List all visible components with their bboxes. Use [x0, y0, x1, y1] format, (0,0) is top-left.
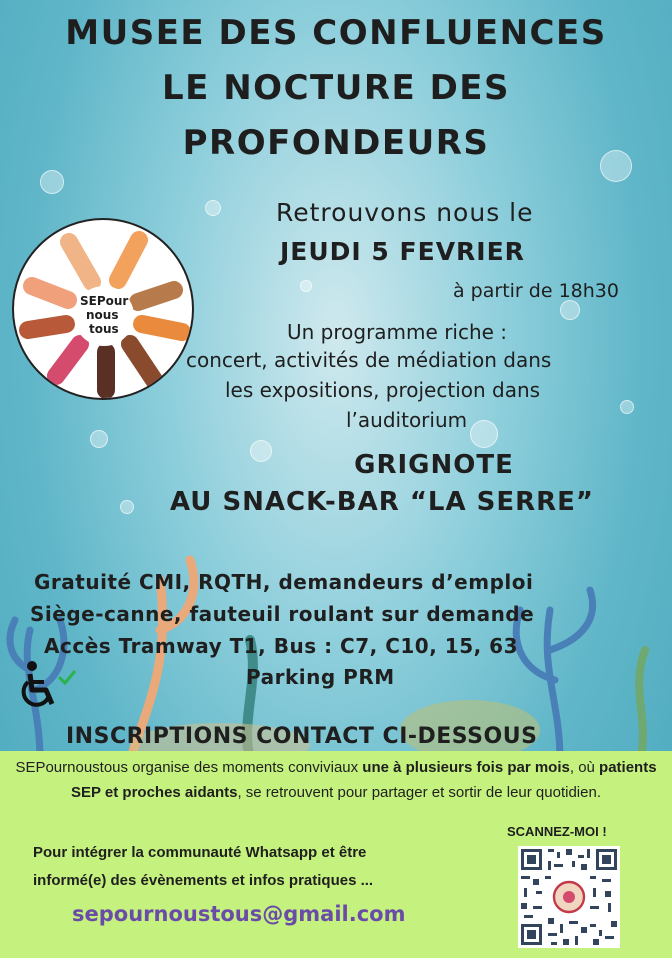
access-line-2: Siège-canne, fauteuil roulant sur demande	[30, 602, 535, 626]
event-intro: Retrouvons nous le	[276, 198, 534, 227]
description-bold-1: une à plusieurs fois par mois	[362, 759, 570, 776]
inscriptions-heading: INSCRIPTIONS CONTACT CI-DESSOUS	[66, 724, 538, 749]
description-bold-2: patients SEP et proches aidants	[71, 759, 657, 801]
scan-label: SCANNEZ-MOI !	[507, 824, 607, 839]
program-line-3: les expositions, projection dans	[225, 378, 541, 402]
access-line-4: Parking PRM	[246, 665, 395, 689]
checkmark-icon	[56, 668, 78, 686]
title-line-2: LE NOCTURE DES	[161, 68, 511, 108]
whatsapp-line-1: Pour intégrer la communauté Whatsapp et être	[33, 844, 367, 861]
logo-text-1: SEPour	[80, 294, 129, 308]
access-line-1: Gratuité CMI, RQTH, demandeurs d’emploi	[34, 570, 534, 594]
event-time: à partir de 18h30	[453, 280, 619, 302]
sepournoustous-logo	[12, 218, 194, 400]
title-line-3: PROFONDEURS	[182, 123, 490, 163]
program-line-4: l’auditorium	[346, 408, 468, 432]
program-line-2: concert, activités de médiation dans	[186, 348, 552, 372]
title-line-1: MUSEE DES CONFLUENCES	[65, 13, 607, 53]
qr-code[interactable]	[518, 846, 620, 948]
whatsapp-line-2: informé(e) des évènements et infos pratiques ...	[33, 872, 374, 889]
description-text	[6, 755, 666, 805]
logo-text-2: nous	[86, 308, 119, 322]
snack-line-1: GRIGNOTE	[354, 450, 514, 480]
description-part-2: , où	[569, 759, 600, 776]
info-band	[0, 751, 672, 958]
event-date: JEUDI 5 FEVRIER	[280, 237, 525, 266]
description-part-3: , se retrouvent pour partager et sortir de leur quotidien.	[237, 784, 601, 801]
snack-line-2: AU SNACK-BAR “LA SERRE”	[169, 487, 595, 517]
logo-text-3: tous	[89, 322, 119, 336]
contact-email[interactable]: sepournoustous@gmail.com	[72, 902, 406, 926]
access-line-3: Accès Tramway T1, Bus : C7, C10, 15, 63	[44, 634, 519, 658]
description-part-1: SEPournoustous organise des moments conviviaux	[15, 759, 363, 776]
program-line-1: Un programme riche :	[287, 320, 508, 344]
